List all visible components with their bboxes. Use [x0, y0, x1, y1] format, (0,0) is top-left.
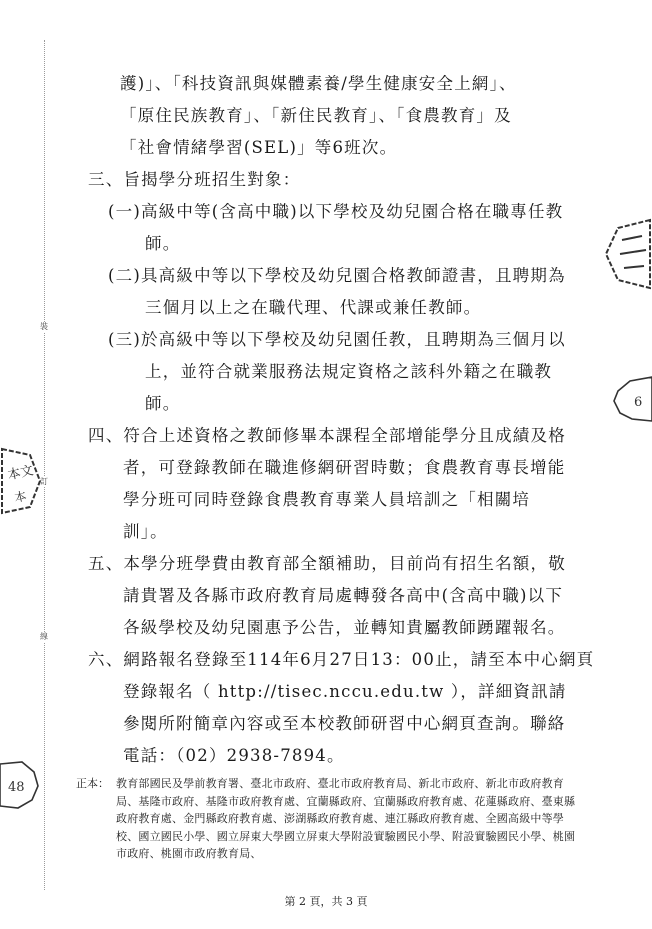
binding-line — [44, 40, 45, 890]
text-line: 學分班可同時登錄食農教育專業人員培訓之「相關培 — [123, 490, 531, 509]
page-badge-right — [612, 375, 652, 423]
recipients-list: 教育部國民及學前教育署、臺北市政府、臺北市政府教育局、新北市政府、新北市政府教育局、基隆市政府、基隆市政府教育處、宜蘭縣政府、宜蘭縣政府教育處、花蓮縣政府、臺東縣政府教育處、金門縣政府教育處、澎湖縣政府教育處、連江縣政府教育處、全國高級中等學校、國立國民小學、國立屏東大學國立屏東大學附設實驗國民小學、附設實驗國民小學、桃園市政府、桃園市政府教育局、 — [116, 777, 576, 860]
binding-mark-bottom: 線 — [40, 632, 48, 641]
text-line: 登錄報名（ http://tisec.nccu.edu.tw ），詳細資訊請 — [123, 682, 567, 701]
section-heading-6: 六、網路報名登錄至114年6月27日13：00止，請至本中心網頁 — [88, 650, 595, 669]
text-line: 三個月以上之在職代理、代課或兼任教師。 — [145, 298, 482, 317]
text-line: 上，並符合就業服務法規定資格之該科外籍之在職教 — [145, 362, 553, 381]
text-line: 師。 — [145, 234, 181, 253]
text-line: 者，可登錄教師在職進修網研習時數；食農教育專長增能 — [123, 458, 566, 477]
text-line: 「社會情緒學習(SEL)」等6班次。 — [120, 138, 398, 157]
list-item: (三)於高級中等以下學校及幼兒園任教，且聘期為三個月以 — [108, 330, 566, 349]
section-heading-5: 五、本學分班學費由教育部全額補助，目前尚有招生名額，敬 — [88, 554, 566, 573]
page-footer: 第 2 頁，共 3 頁 — [284, 895, 368, 908]
list-item: (一)高級中等(含高中職)以下學校及幼兒園合格在職專任教 — [108, 202, 564, 221]
section-heading-3: 三、旨揭學分班招生對象： — [88, 170, 301, 189]
page-badge-left-number: 48 — [8, 780, 25, 795]
section-heading-4: 四、符合上述資格之教師修畢本課程全部增能學分且成績及格 — [88, 426, 566, 445]
page-badge-right-number: 6 — [634, 395, 643, 410]
text-line: 各級學校及幼兒園惠予公告，並轉知貴屬教師踴躍報名。 — [123, 618, 566, 637]
text-line: 參閱所附簡章內容或至本校教師研習中心網頁查詢。聯絡 — [123, 714, 566, 733]
text-line: 師。 — [145, 394, 181, 413]
seal-stamp-left — [0, 445, 44, 517]
text-line: 請貴署及各縣市政府教育局處轉發各高中(含高中職)以下 — [123, 586, 564, 605]
text-line: 「原住民族教育」、「新住民教育」、「食農教育」及 — [120, 106, 512, 125]
text-line: 訓」。 — [123, 522, 168, 541]
seal-stamp-left-text-2: 本 — [13, 488, 28, 506]
contact-phone: 電話：（02）2938-7894。 — [123, 746, 345, 765]
recipients-label: 正本： — [76, 777, 109, 790]
seal-stamp-right — [602, 218, 652, 290]
page-badge-left — [0, 760, 44, 810]
binding-mark-middle: 訂 — [40, 477, 48, 486]
list-item: (二)具高級中等以下學校及幼兒園合格教師證書，且聘期為 — [108, 266, 566, 285]
text-line: 護)」、「科技資訊與媒體素養/學生健康安全上網」、 — [120, 74, 517, 93]
seal-stamp-left-text: 本文 — [6, 463, 35, 484]
binding-mark-top: 裝 — [40, 322, 48, 331]
